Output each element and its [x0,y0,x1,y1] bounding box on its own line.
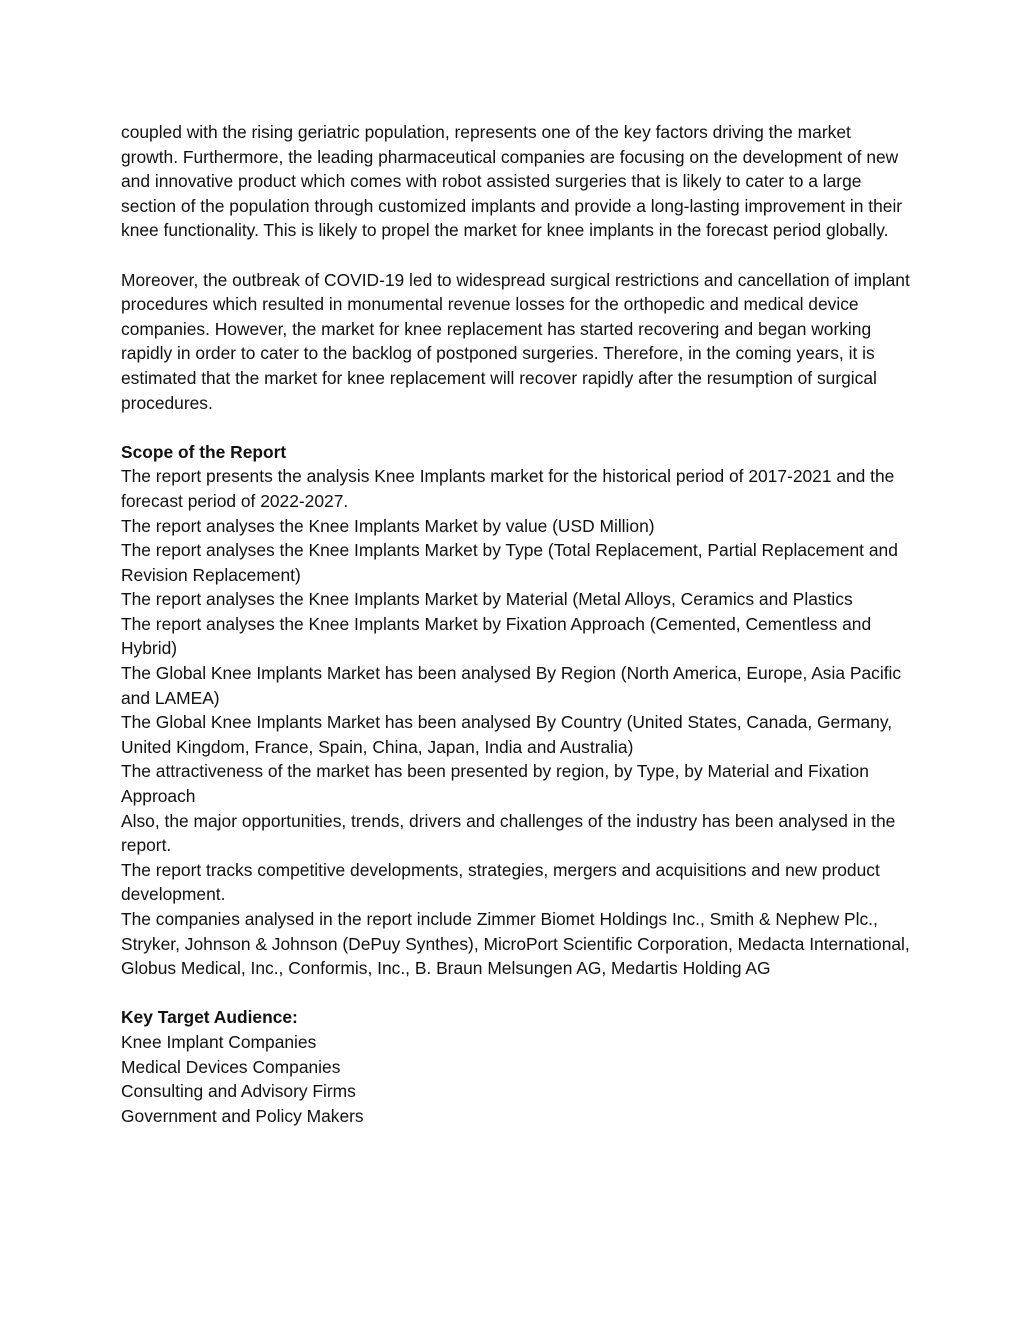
audience-item: Consulting and Advisory Firms [121,1081,356,1102]
covid-paragraph: Moreover, the outbreak of COVID-19 led to widespread surgical restrictions and cancellation of implant procedures which resulted in monumental revenue losses for the orthopedic and medical device companies. However, the market for knee replacement has started recovering and began working rapidly in order to cater to the backlog of postponed surgeries. Therefore, in the coming years, it is estimated that the market for knee replacement will recover rapidly after the resumption of surgical procedures. [121,269,910,413]
audience-section [121,1005,911,1128]
scope-item: The report analyses the Knee Implants Market by Fixation Approach (Cemented, Cementless and Hybrid) [121,613,872,659]
audience-item: Medical Devices Companies [121,1056,341,1077]
scope-item: The report presents the analysis Knee Implants market for the historical period of 2017-2021 and the forecast period of 2022-2027. [121,466,895,511]
scope-item: The report analyses the Knee Implants Market by Material (Metal Alloys, Ceramics and Plastics [121,589,853,610]
scope-item: The Global Knee Implants Market has been analysed By Country (United States, Canada, Germany, United Kingdom, France, Spain, China, Japan, India and Australia) [121,712,893,757]
audience-item: Knee Implant Companies [121,1031,317,1052]
scope-item: The report analyses the Knee Implants Market by Type (Total Replacement, Partial Replacement and Revision Replacement) [121,540,898,585]
scope-item: The companies analysed in the report include Zimmer Biomet Holdings Inc., Smith & Nephew Plc., Stryker, Johnson & Johnson (DePuy Synthes), MicroPort Scientific Corporation, Medacta International, Globus Medical, Inc., Conformis, Inc., B. Braun Melsungen AG, Medartis Holding AG [121,909,910,979]
intro-paragraph: coupled with the rising geriatric population, represents one of the key factors driving the market growth. Furthermore, the leading pharmaceutical companies are focusing on the development of new and innovative product which comes with robot assisted surgeries that is likely to cater to a large section of the population through customized implants and provide a long-lasting improvement in their knee functionality. This is likely to propel the market for knee implants in the forecast period globally. [121,122,903,241]
scope-section [121,440,911,981]
scope-item: The attractiveness of the market has been presented by region, by Type, by Material and Fixation Approach [121,761,869,807]
audience-item: Government and Policy Makers [121,1105,364,1126]
audience-heading: Key Target Audience: [121,1007,298,1028]
scope-item: Also, the major opportunities, trends, drivers and challenges of the industry has been analysed in the report. [121,810,896,856]
scope-heading: Scope of the Report [121,441,287,462]
scope-item: The report analyses the Knee Implants Market by value (USD Million) [121,515,655,536]
document-page [121,120,911,1128]
scope-item: The Global Knee Implants Market has been analysed By Region (North America, Europe, Asia Pacific and LAMEA) [121,663,902,708]
section-spacer [121,981,911,1006]
scope-item: The report tracks competitive developments, strategies, mergers and acquisitions and new product development. [121,859,880,905]
